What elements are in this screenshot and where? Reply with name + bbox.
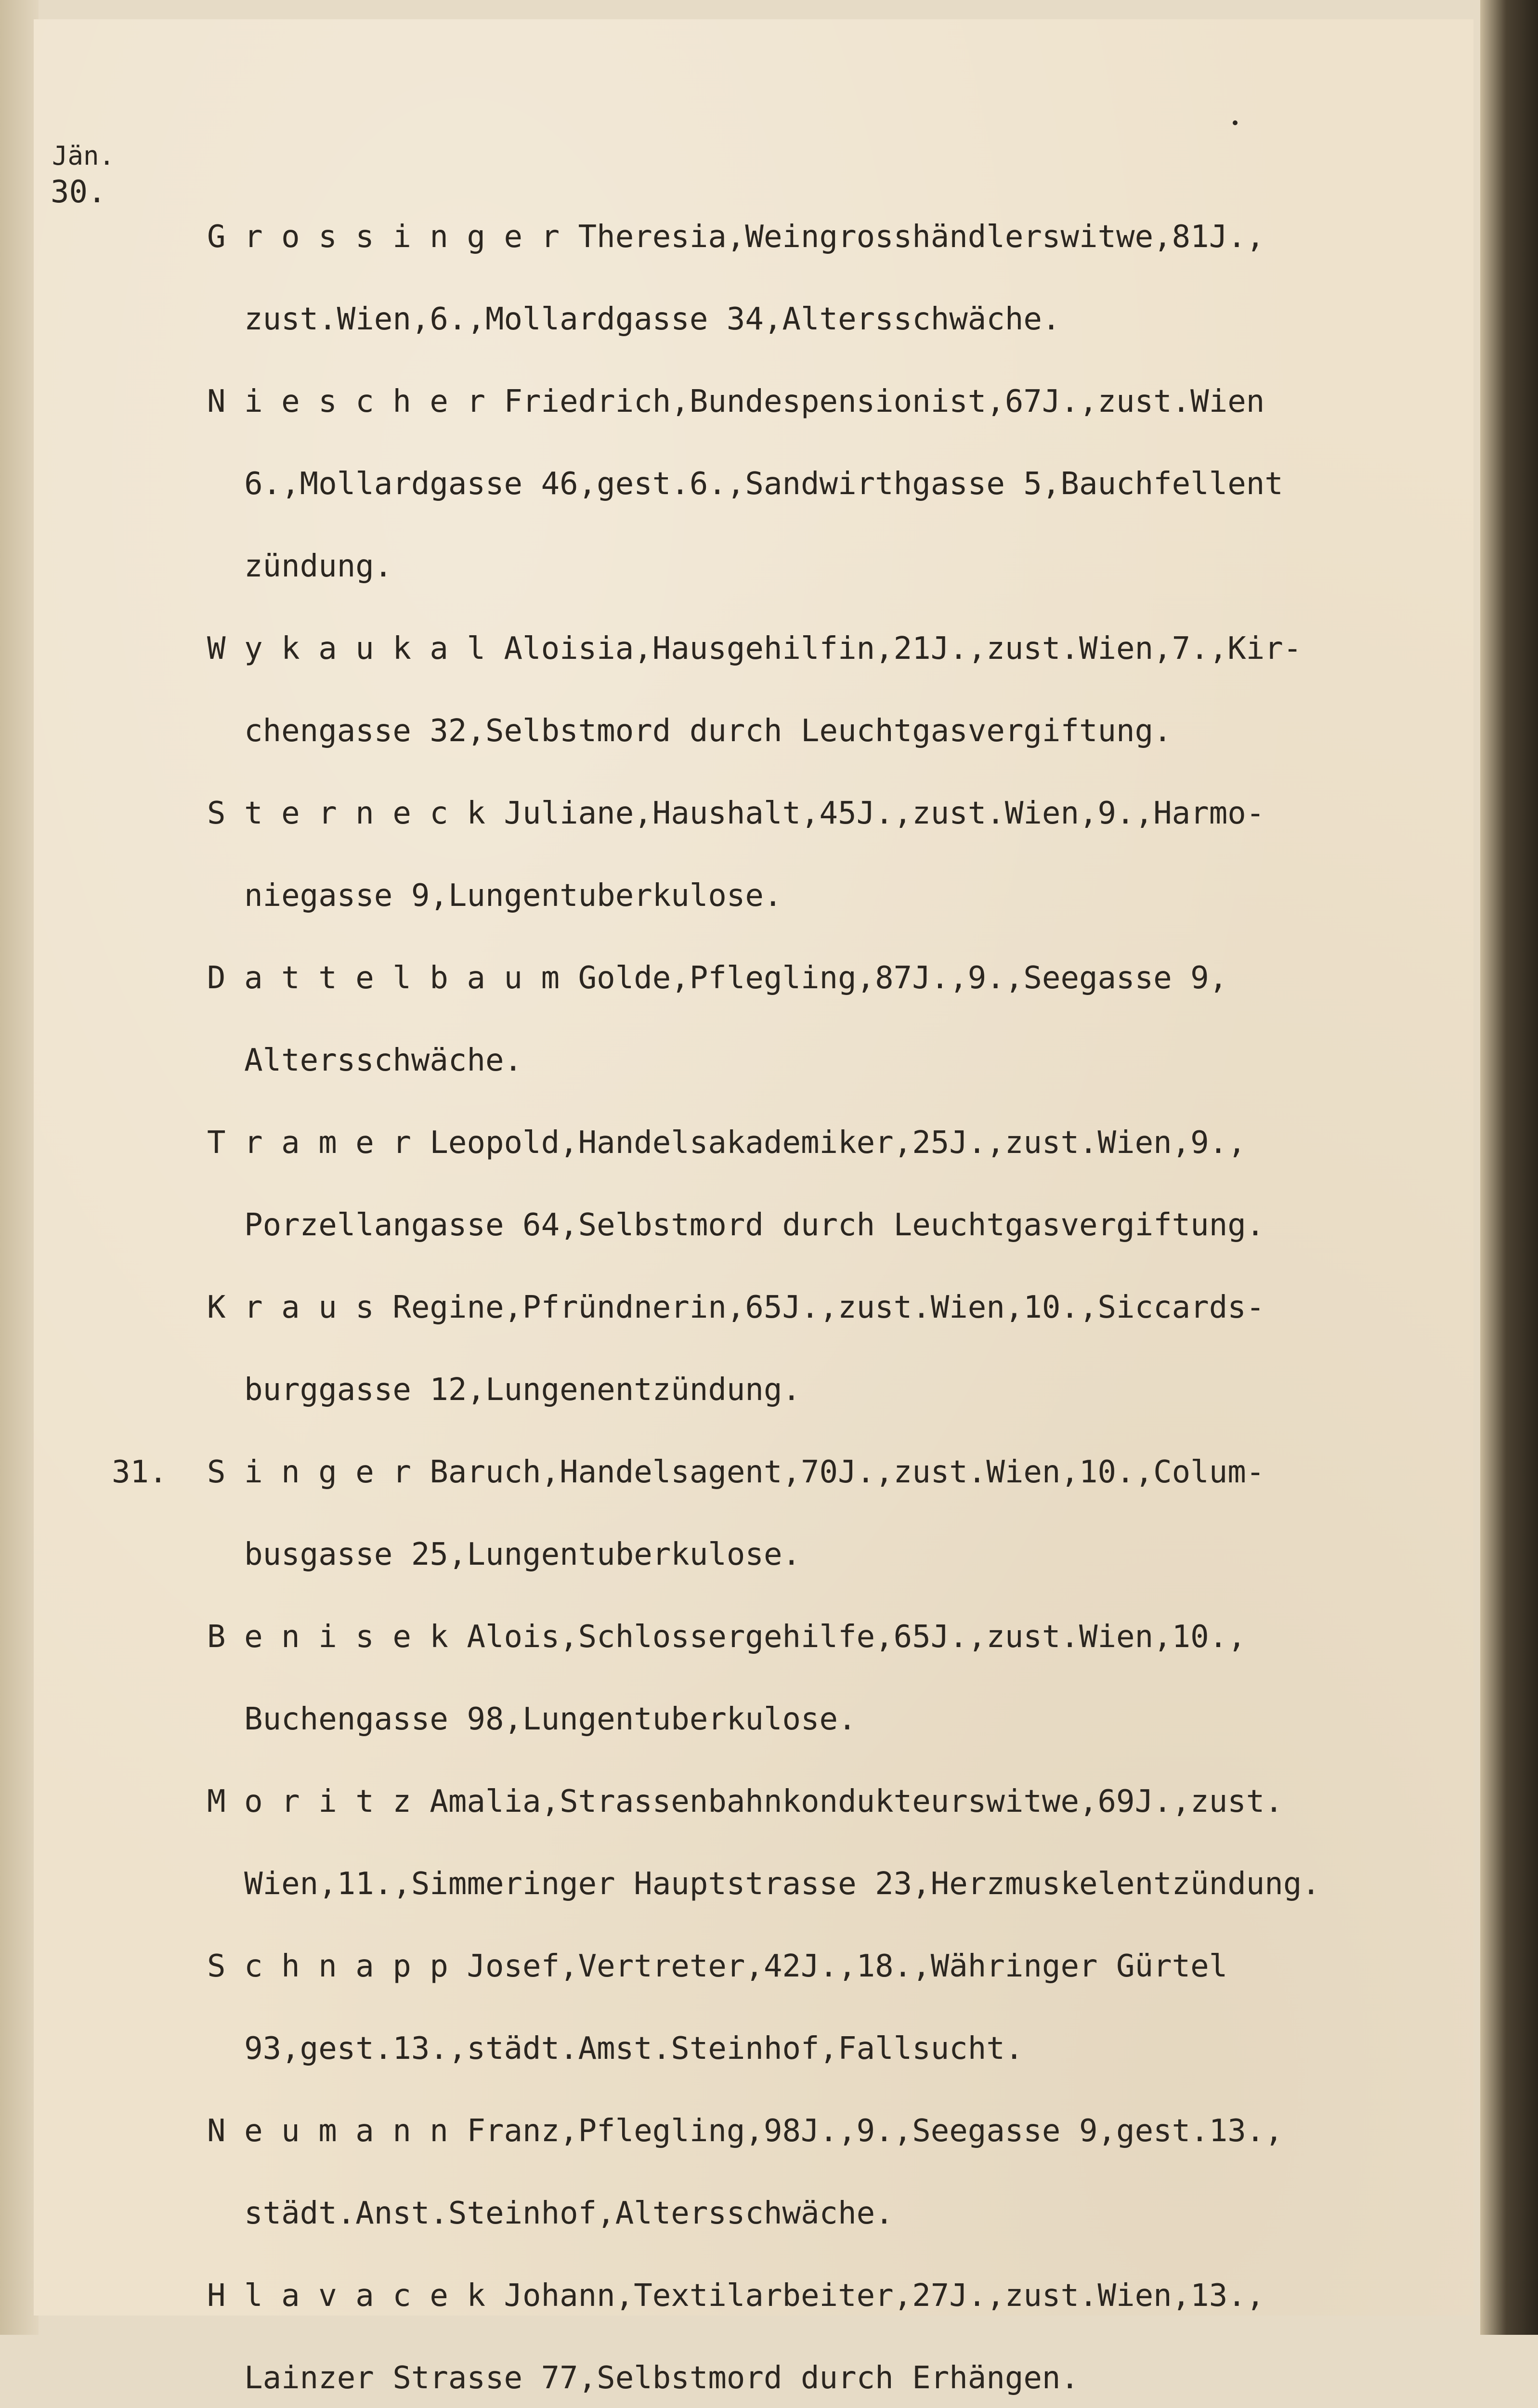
entry-line: städt.Anst.Steinhof,Altersschwäche. xyxy=(207,2196,894,2231)
entry-line: H l a v a c e k Johann,Textilarbeiter,27J.,zust.Wien,13., xyxy=(207,2278,1265,2314)
entry-line: Wien,11.,Simmeringer Hauptstrasse 23,Herzmuskelentzündung. xyxy=(207,1866,1320,1902)
entry-line: 6.,Mollardgasse 46,gest.6.,Sandwirthgasse 5,Bauchfellent xyxy=(207,466,1283,502)
entry-line: S i n g e r Baruch,Handelsagent,70J.,zust.Wien,10.,Colum- xyxy=(207,1454,1265,1490)
entry-line: Buchengasse 98,Lungentuberkulose. xyxy=(207,1701,857,1737)
entry-line: Porzellangasse 64,Selbstmord durch Leuchtgasvergiftung. xyxy=(207,1207,1265,1243)
entry-line: burggasse 12,Lungenentzündung. xyxy=(207,1372,801,1408)
register-entries xyxy=(87,125,1445,2408)
entry-line: D a t t e l b a u m Golde,Pflegling,87J.,9.,Seegasse 9, xyxy=(207,960,1228,996)
entry-line: S c h n a p p Josef,Vertreter,42J.,18.,Währinger Gürtel xyxy=(207,1949,1228,1984)
entry-line: K r a u s Regine,Pfründnerin,65J.,zust.Wien,10.,Siccards- xyxy=(207,1290,1265,1325)
entry-line: zust.Wien,6.,Mollardgasse 34,Altersschwäche. xyxy=(207,301,1061,337)
entry-line: niegasse 9,Lungentuberkulose. xyxy=(207,878,782,914)
entry-line: 93,gest.13.,städt.Amst.Steinhof,Fallsucht. xyxy=(207,2031,1024,2067)
entry-line: S t e r n e c k Juliane,Haushalt,45J.,zust.Wien,9.,Harmo- xyxy=(207,796,1265,831)
entry-line: N e u m a n n Franz,Pflegling,98J.,9.,Seegasse 9,gest.13., xyxy=(207,2113,1283,2149)
ink-dot xyxy=(1233,120,1238,125)
day-label-31: 31. xyxy=(112,1454,168,1490)
entry-line: Lainzer Strasse 77,Selbstmord durch Erhängen. xyxy=(207,2360,1079,2396)
entry-line: T r a m e r Leopold,Handelsakademiker,25J.,zust.Wien,9., xyxy=(207,1125,1246,1161)
binding-edge xyxy=(1480,0,1538,2335)
entry-line: chengasse 32,Selbstmord durch Leuchtgasvergiftung. xyxy=(207,713,1172,749)
entry-line: N i e s c h e r Friedrich,Bundespensionist,67J.,zust.Wien xyxy=(207,384,1265,419)
entry-line: busgasse 25,Lungentuberkulose. xyxy=(207,1537,801,1572)
entry-line: B e n i s e k Alois,Schlossergehilfe,65J.,zust.Wien,10., xyxy=(207,1619,1246,1655)
entry-line: M o r i t z Amalia,Strassenbahnkondukteurswitwe,69J.,zust. xyxy=(207,1784,1283,1819)
entry-line: Altersschwäche. xyxy=(207,1043,523,1078)
day-label-30: 30. xyxy=(51,174,106,210)
page-left-edge xyxy=(0,0,39,2335)
month-label: Jän. xyxy=(52,141,115,171)
entry-line: G r o s s i n g e r Theresia,Weingrosshändlerswitwe,81J., xyxy=(207,219,1265,255)
entry-line: zündung. xyxy=(207,549,393,584)
entry-line: W y k a u k a l Aloisia,Hausgehilfin,21J.,zust.Wien,7.,Kir- xyxy=(207,631,1302,667)
